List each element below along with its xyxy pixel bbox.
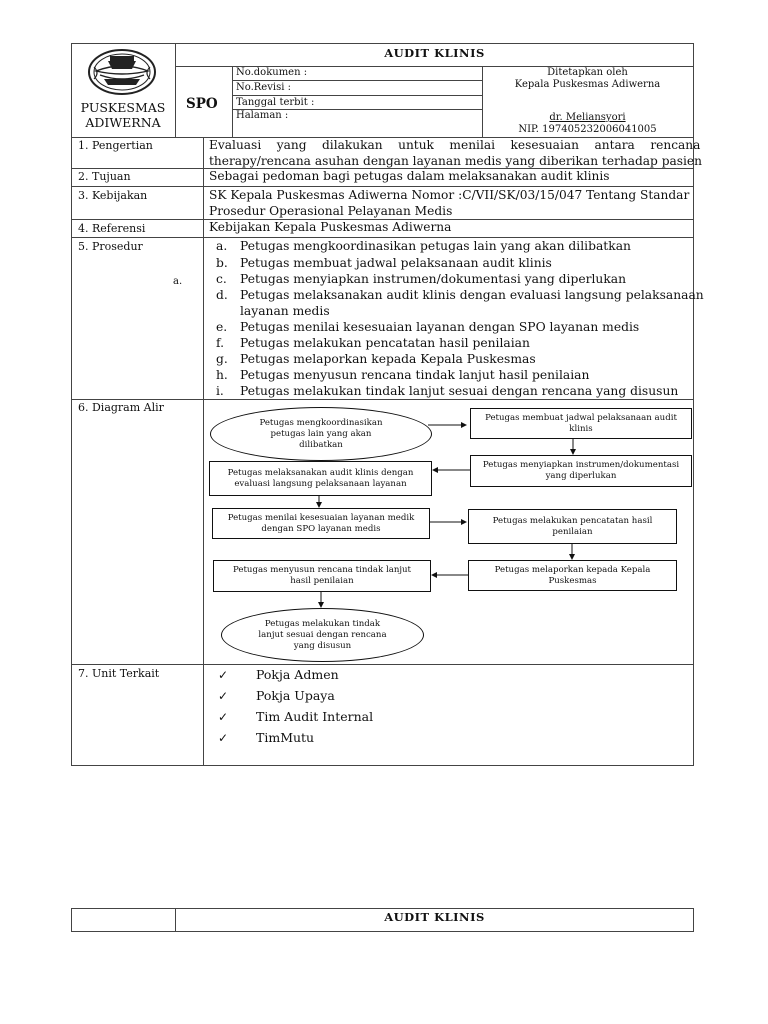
flow-node-rencana: Petugas menyusun rencana tindak lanjut hasil penilaian xyxy=(213,560,431,592)
prosedur-item: a. Petugas mengkoordinasikan petugas lain yang akan dilibatkan xyxy=(216,239,631,253)
footer-title: AUDIT KLINIS xyxy=(384,910,485,924)
pengertian-line1: Evaluasi yang dilakukan untuk menilai kesesuaian antara rencana xyxy=(209,138,701,152)
prosedur-item: f. Petugas melakukan pencatatan hasil penilaian xyxy=(216,336,530,350)
label-pengertian: 1. Pengertian xyxy=(78,139,153,152)
referensi-text: Kebijakan Kepala Puskesmas Adiwerna xyxy=(209,220,452,234)
approval-name: dr. Meliansyori xyxy=(549,112,626,123)
prosedur-item: i. Petugas melakukan tindak lanjut sesuai dengan rencana yang disusun xyxy=(216,384,679,398)
tujuan-text: Sebagai pedoman bagi petugas dalam melaksanakan audit klinis xyxy=(209,169,610,183)
label-diagram-alir: 6. Diagram Alir xyxy=(78,401,164,414)
document-title: AUDIT KLINIS xyxy=(384,46,485,60)
label-tujuan: 2. Tujuan xyxy=(78,170,131,183)
unit-item: ✓ Tim Audit Internal xyxy=(218,709,374,724)
prosedur-stray-letter: a. xyxy=(173,276,183,287)
prosedur-item: h. Petugas menyusun rencana tindak lanjut hasil penilaian xyxy=(216,368,590,382)
label-referensi: 4. Referensi xyxy=(78,222,146,235)
check-icon: ✓ xyxy=(218,668,229,682)
flow-node-penilaian: Petugas menilai kesesuaian layanan medik dengan SPO layanan medis xyxy=(212,508,430,539)
check-icon: ✓ xyxy=(218,731,229,745)
prosedur-item: layanan medis xyxy=(240,304,330,318)
field-no-revisi: No.Revisi : xyxy=(236,82,291,93)
check-icon: ✓ xyxy=(218,689,229,703)
check-icon: ✓ xyxy=(218,710,229,724)
flow-node-jadwal: Petugas membuat jadwal pelaksanaan audit klinis xyxy=(470,408,692,439)
unit-item: ✓ TimMutu xyxy=(218,730,315,745)
doc-type-label: SPO xyxy=(186,96,218,112)
approval-nip: NIP. 197405232006041005 xyxy=(518,124,657,135)
org-name-line1: PUSKESMAS xyxy=(80,100,166,115)
org-name-line2: ADIWERNA xyxy=(85,115,161,130)
flow-node-tindak-lanjut: Petugas melakukan tindak lanjut sesuai dengan rencana yang disusun xyxy=(221,608,424,662)
unit-item: ✓ Pokja Admen xyxy=(218,667,339,682)
prosedur-item: c. Petugas menyiapkan instrumen/dokumentasi yang diperlukan xyxy=(216,272,627,286)
field-tanggal-terbit: Tanggal terbit : xyxy=(236,97,315,108)
flow-node-pencatatan: Petugas melakukan pencatatan hasil penilaian xyxy=(468,509,677,544)
flow-node-pelaksanaan: Petugas melaksanakan audit klinis dengan evaluasi langsung pelaksanaan layanan xyxy=(209,461,432,496)
pengertian-line2: therapy/rencana asuhan dengan layanan medis yang diberikan terhadap pasien xyxy=(209,154,702,168)
prosedur-item: e. Petugas menilai kesesuaian layanan dengan SPO layanan medis xyxy=(216,320,640,334)
prosedur-item: b. Petugas membuat jadwal pelaksanaan audit klinis xyxy=(216,256,552,270)
unit-item: ✓ Pokja Upaya xyxy=(218,688,335,703)
field-halaman: Halaman : xyxy=(236,110,289,121)
flow-node-instrumen: Petugas menyiapkan instrumen/dokumentasi yang diperlukan xyxy=(470,455,692,487)
flow-node-pelaporan: Petugas melaporkan kepada Kepala Puskesmas xyxy=(468,560,677,591)
prosedur-item: g. Petugas melaporkan kepada Kepala Puskesmas xyxy=(216,352,536,366)
label-kebijakan: 3. Kebijakan xyxy=(78,189,148,202)
label-unit-terkait: 7. Unit Terkait xyxy=(78,667,160,680)
approval-line1: Ditetapkan oleh xyxy=(547,67,628,78)
kebijakan-line2: Prosedur Operasional Pelayanan Medis xyxy=(209,204,453,218)
flow-node-koordinasi: Petugas mengkoordinasikan petugas lain yang akan dilibatkan xyxy=(210,407,432,461)
kebijakan-line1: SK Kepala Puskesmas Adiwerna Nomor :C/VII/SK/03/15/047 Tentang Standar xyxy=(209,188,690,202)
label-prosedur: 5. Prosedur xyxy=(78,240,143,253)
approval-line2: Kepala Puskesmas Adiwerna xyxy=(514,79,661,90)
field-no-dokumen: No.dokumen : xyxy=(236,67,308,78)
prosedur-item: d. Petugas melaksanakan audit klinis dengan evaluasi langsung pelaksanaan xyxy=(216,288,704,302)
